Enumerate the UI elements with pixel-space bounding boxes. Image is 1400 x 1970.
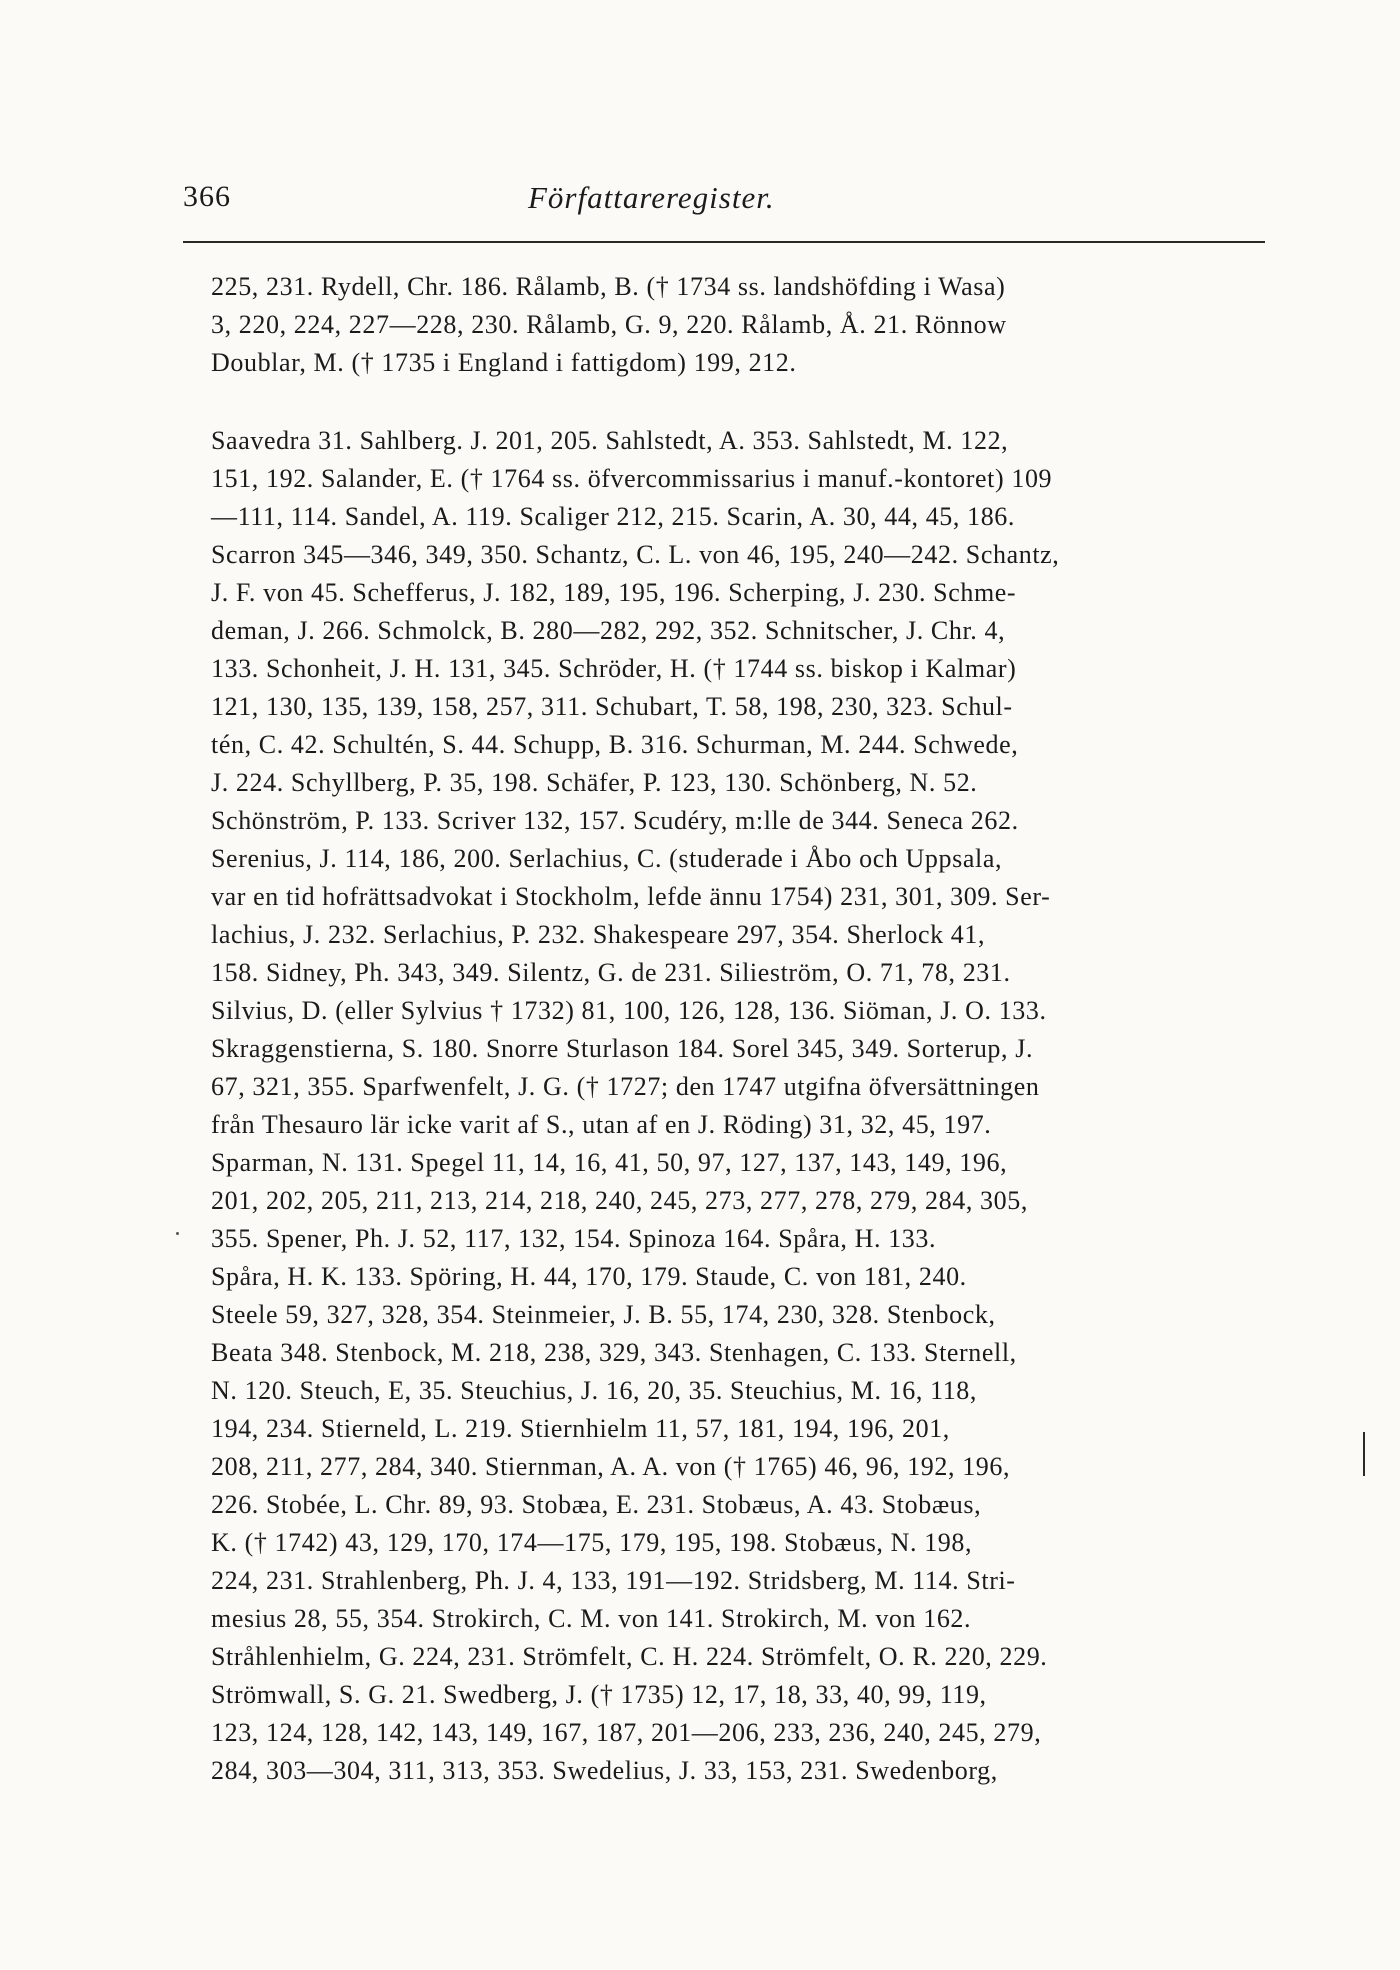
index-line: 3, 220, 224, 227—228, 230. Rålamb, G. 9, 220. Rålamb, Å. 21. Rönnow	[211, 310, 1007, 339]
index-line: 201, 202, 205, 211, 213, 214, 218, 240, 245, 273, 277, 278, 279, 284, 305,	[211, 1186, 1028, 1215]
index-line: Beata 348. Stenbock, M. 218, 238, 329, 343. Stenhagen, C. 133. Sternell,	[211, 1338, 1017, 1367]
index-line: J. F. von 45. Schefferus, J. 182, 189, 195, 196. Scherping, J. 230. Schme-	[211, 578, 1017, 607]
index-line: lachius, J. 232. Serlachius, P. 232. Shakespeare 297, 354. Sherlock 41,	[211, 920, 986, 949]
index-line: tén, C. 42. Schultén, S. 44. Schupp, B. 316. Schurman, M. 244. Schwede,	[211, 730, 1019, 759]
index-line: Scarron 345—346, 349, 350. Schantz, C. L. von 46, 195, 240—242. Schantz,	[211, 540, 1060, 569]
index-line: 194, 234. Stierneld, L. 219. Stiernhielm 11, 57, 181, 194, 196, 201,	[211, 1414, 950, 1443]
index-line: 133. Schonheit, J. H. 131, 345. Schröder, H. († 1744 ss. biskop i Kalmar)	[211, 654, 1017, 683]
index-line: K. († 1742) 43, 129, 170, 174—175, 179, 195, 198. Stobæus, N. 198,	[211, 1528, 973, 1557]
index-line: 284, 303—304, 311, 313, 353. Swedelius, J. 33, 153, 231. Swedenborg,	[211, 1756, 998, 1785]
index-line: mesius 28, 55, 354. Strokirch, C. M. von 141. Strokirch, M. von 162.	[211, 1604, 972, 1633]
page-header	[183, 180, 1265, 230]
index-line: Serenius, J. 114, 186, 200. Serlachius, C. (studerade i Åbo och Uppsala,	[211, 844, 1003, 873]
index-line: Sparman, N. 131. Spegel 11, 14, 16, 41, 50, 97, 127, 137, 143, 149, 196,	[211, 1148, 1008, 1177]
index-line: 67, 321, 355. Sparfwenfelt, J. G. († 1727; den 1747 utgifna öfversättningen	[211, 1072, 1040, 1101]
index-line: 225, 231. Rydell, Chr. 186. Rålamb, B. († 1734 ss. landshöfding i Wasa)	[211, 272, 1006, 301]
index-line: 121, 130, 135, 139, 158, 257, 311. Schubart, T. 58, 198, 230, 323. Schul-	[211, 692, 1013, 721]
index-line: 158. Sidney, Ph. 343, 349. Silentz, G. de 231. Silieström, O. 71, 78, 231.	[211, 958, 1011, 987]
page-number: 366	[183, 180, 231, 213]
margin-mark	[1363, 1432, 1365, 1476]
index-line: J. 224. Schyllberg, P. 35, 198. Schäfer, P. 123, 130. Schönberg, N. 52.	[211, 768, 978, 797]
index-line: —111, 114. Sandel, A. 119. Scaliger 212, 215. Scarin, A. 30, 44, 45, 186.	[211, 502, 1015, 531]
index-line: 224, 231. Strahlenberg, Ph. J. 4, 133, 191—192. Stridsberg, M. 114. Stri-	[211, 1566, 1016, 1595]
index-line: Stråhlenhielm, G. 224, 231. Strömfelt, C. H. 224. Strömfelt, O. R. 220, 229.	[211, 1642, 1048, 1671]
index-line: deman, J. 266. Schmolck, B. 280—282, 292, 352. Schnitscher, J. Chr. 4,	[211, 616, 1006, 645]
index-line: 208, 211, 277, 284, 340. Stiernman, A. A. von († 1765) 46, 96, 192, 196,	[211, 1452, 1011, 1481]
index-line: Spåra, H. K. 133. Spöring, H. 44, 170, 179. Staude, C. von 181, 240.	[211, 1262, 967, 1291]
entries-s	[211, 422, 1265, 1790]
index-line: Saavedra 31. Sahlberg. J. 201, 205. Sahlstedt, A. 353. Sahlstedt, M. 122,	[211, 426, 1009, 455]
index-line: var en tid hofrättsadvokat i Stockholm, lefde ännu 1754) 231, 301, 309. Ser-	[211, 882, 1051, 911]
index-line: Silvius, D. (eller Sylvius † 1732) 81, 100, 126, 128, 136. Siöman, J. O. 133.	[211, 996, 1047, 1025]
index-line: Steele 59, 327, 328, 354. Steinmeier, J. B. 55, 174, 230, 328. Stenbock,	[211, 1300, 996, 1329]
index-line: Doublar, M. († 1735 i England i fattigdom) 199, 212.	[211, 348, 797, 377]
index-line: 123, 124, 128, 142, 143, 149, 167, 187, 201—206, 233, 236, 240, 245, 279,	[211, 1718, 1042, 1747]
index-line: från Thesauro lär icke varit af S., utan af en J. Röding) 31, 32, 45, 197.	[211, 1110, 992, 1139]
index-line: 355. Spener, Ph. J. 52, 117, 132, 154. Spinoza 164. Spåra, H. 133.	[211, 1224, 937, 1253]
header-rule	[183, 241, 1265, 243]
index-line: N. 120. Steuch, E, 35. Steuchius, J. 16, 20, 35. Steuchius, M. 16, 118,	[211, 1376, 978, 1405]
index-line: Schönström, P. 133. Scriver 132, 157. Scudéry, m:lle de 344. Seneca 262.	[211, 806, 1019, 835]
index-line: Skraggenstierna, S. 180. Snorre Sturlason 184. Sorel 345, 349. Sorterup, J.	[211, 1034, 1034, 1063]
index-line: 151, 192. Salander, E. († 1764 ss. öfvercommissarius i manuf.-kontoret) 109	[211, 464, 1053, 493]
running-title: Författareregister.	[528, 180, 775, 215]
index-line: Strömwall, S. G. 21. Swedberg, J. († 1735) 12, 17, 18, 33, 40, 99, 119,	[211, 1680, 987, 1709]
index-line: 226. Stobée, L. Chr. 89, 93. Stobæa, E. 231. Stobæus, A. 43. Stobæus,	[211, 1490, 982, 1519]
margin-dot	[176, 1232, 179, 1235]
entries-continued-r	[211, 268, 1265, 382]
